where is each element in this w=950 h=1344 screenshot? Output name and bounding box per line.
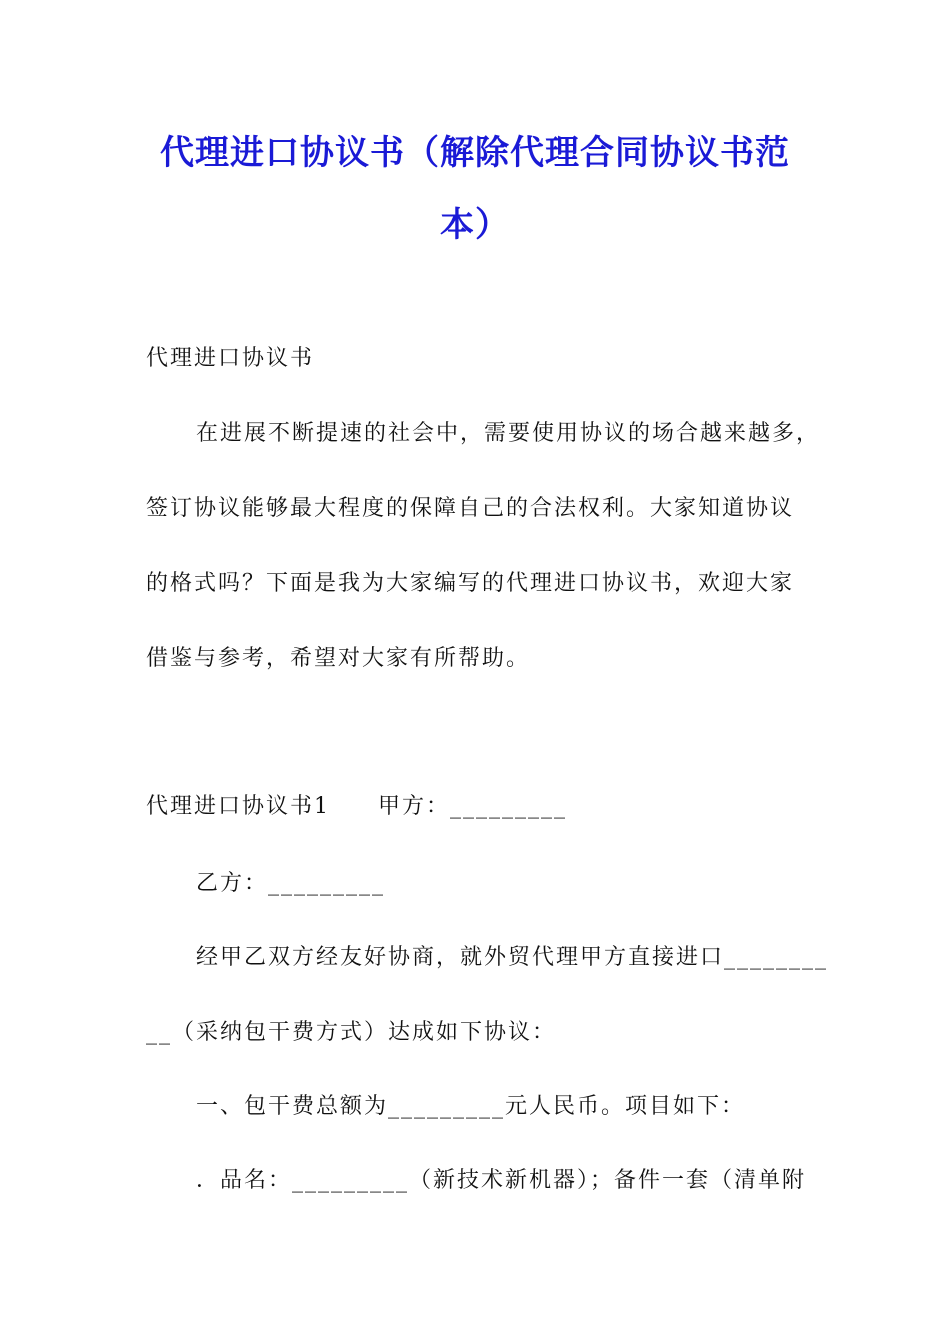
document-title-line-1: 代理进口协议书（解除代理合同协议书范 [160, 133, 790, 173]
agreement-body-line: 一、包干费总额为_________元人民币。项目如下： [196, 1094, 746, 1119]
intro-paragraph-line: 借鉴与参考，希望对大家有所帮助。 [146, 646, 531, 671]
agreement-body-line: __（采纳包干费方式）达成如下协议： [146, 1020, 557, 1045]
party-b-line: 乙方：_________ [196, 871, 386, 896]
section-heading: 代理进口协议书 [146, 346, 315, 371]
intro-paragraph-line: 签订协议能够最大程度的保障自己的合法权利。大家知道协议 [146, 496, 795, 521]
document-title-line-2: 本） [440, 205, 510, 245]
intro-paragraph-line: 在进展不断提速的社会中，需要使用协议的场合越来越多， [196, 421, 821, 446]
intro-paragraph-line: 的格式吗？下面是我为大家编写的代理进口协议书，欢迎大家 [146, 571, 795, 596]
agreement-title-party-a: 代理进口协议书1 甲方：_________ [146, 794, 567, 819]
agreement-body-line: 经甲乙双方经友好协商，就外贸代理甲方直接进口________ [196, 945, 829, 970]
agreement-body-line: ．品名：_________（新技术新机器）；备件一套（清单附 [196, 1168, 807, 1193]
